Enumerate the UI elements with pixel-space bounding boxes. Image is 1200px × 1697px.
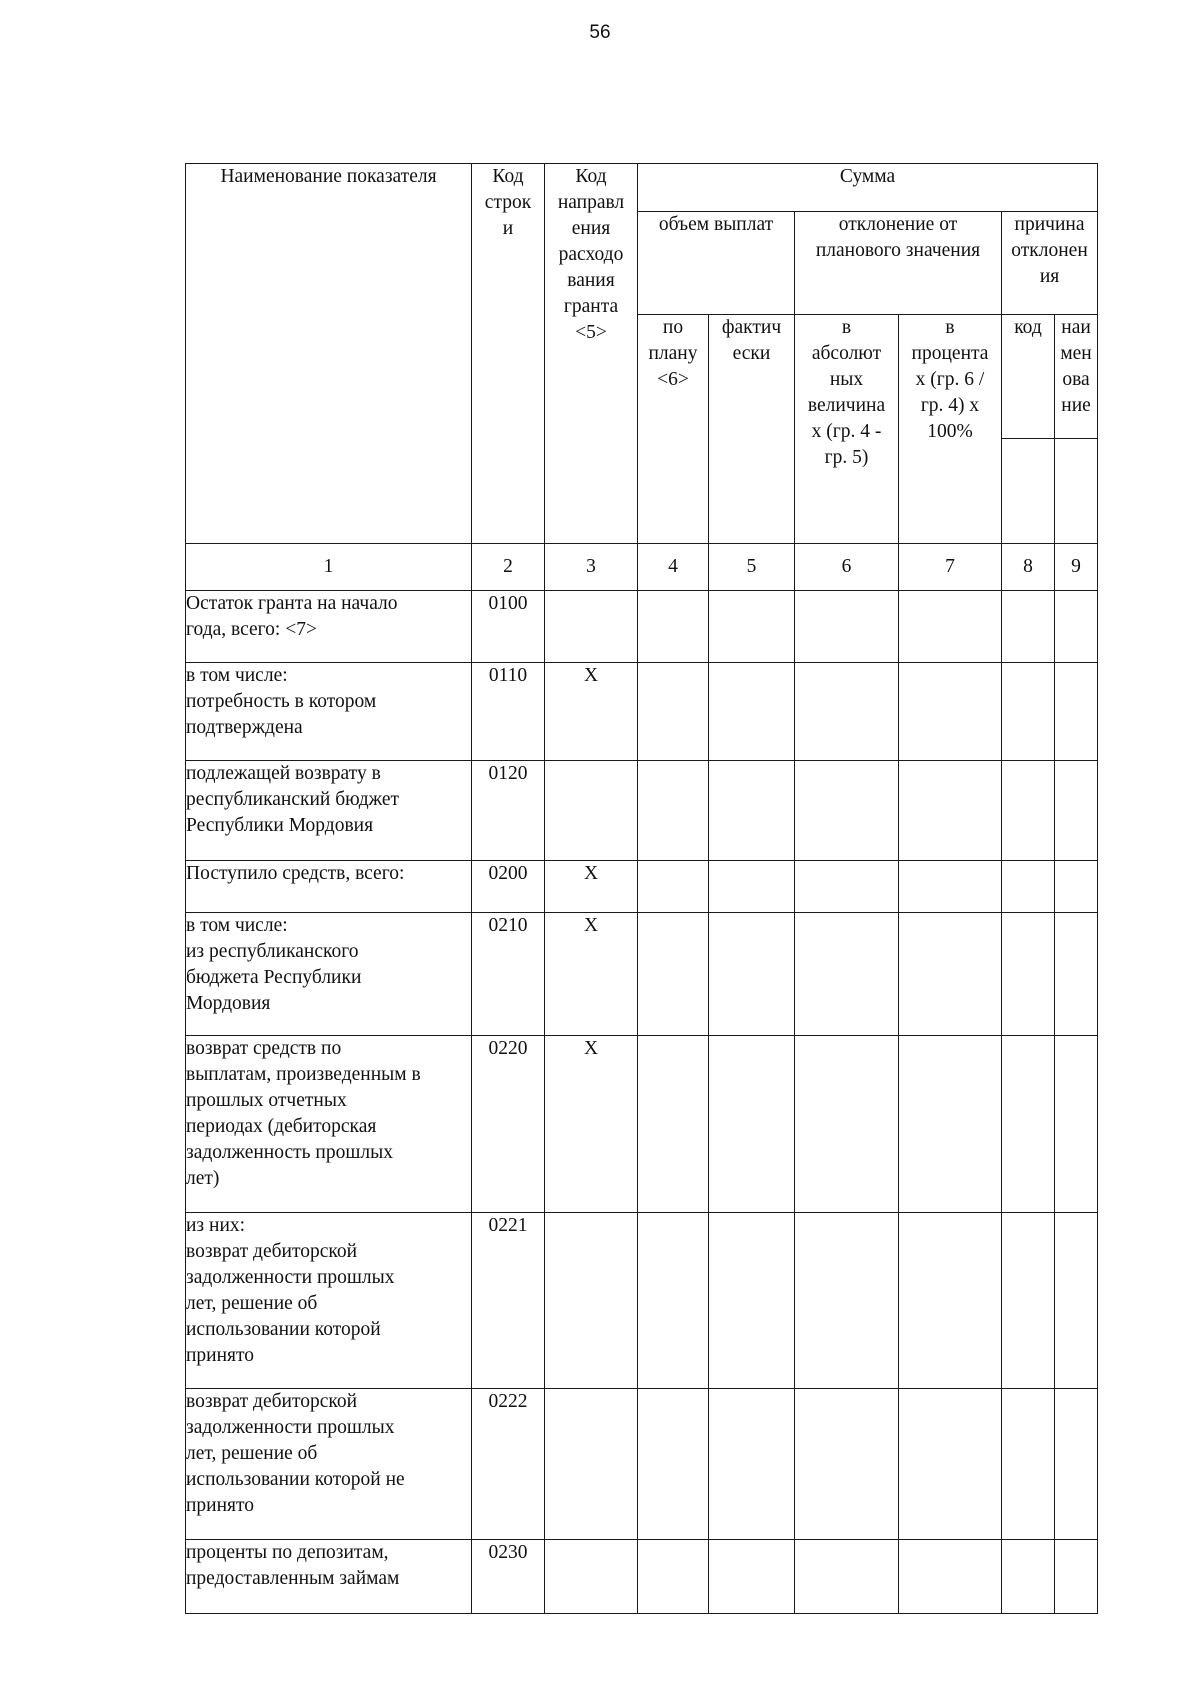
value-cell [638,591,709,663]
value-cell [899,591,1002,663]
value-cell [1002,761,1055,861]
value-cell [795,913,899,1036]
value-cell [709,1213,795,1389]
value-cell [638,1389,709,1540]
column-number: 5 [709,544,795,591]
header-sum: Сумма [638,164,1098,212]
value-cell [709,1540,795,1614]
column-number: 6 [795,544,899,591]
value-cell [1002,591,1055,663]
value-cell [795,1540,899,1614]
row-name: в том числе: потребность в котором подтверждена [186,663,472,761]
row-direction [545,1213,638,1389]
row-code: 0100 [472,591,545,663]
row-code: 0120 [472,761,545,861]
value-cell [709,761,795,861]
value-cell [709,913,795,1036]
row-name: Поступило средств, всего: [186,861,472,913]
row-name: возврат средств по выплатам, произведенным в прошлых отчетных периодах (дебиторская задолженность прошлых лет) [186,1036,472,1213]
row-name: в том числе: из республиканского бюджета Республики Мордовия [186,913,472,1036]
table-row [186,1389,1098,1540]
row-direction [545,591,638,663]
value-cell [795,1213,899,1389]
value-cell [899,861,1002,913]
value-cell [638,663,709,761]
value-cell [1002,1036,1055,1213]
value-cell [899,761,1002,861]
value-cell [1055,1389,1098,1540]
value-cell [1055,1036,1098,1213]
row-direction [545,1389,638,1540]
value-cell [1055,591,1098,663]
row-direction [545,1540,638,1614]
column-number: 4 [638,544,709,591]
value-cell [709,663,795,761]
value-cell [638,761,709,861]
value-cell [1055,913,1098,1036]
value-cell [1002,1540,1055,1614]
row-code: 0220 [472,1036,545,1213]
value-cell [795,663,899,761]
row-name: подлежащей возврату в республиканский бюджет Республики Мордовия [186,761,472,861]
header-reason: причина отклонен ия [1002,212,1098,315]
value-cell [899,913,1002,1036]
table-row [186,591,1098,663]
header-absolute: в абсолют ных величина х (гр. 4 - гр. 5) [795,315,899,544]
value-cell [1055,761,1098,861]
row-code: 0110 [472,663,545,761]
column-number: 7 [899,544,1002,591]
header-blank-cell [1055,439,1098,544]
value-cell [899,1213,1002,1389]
value-cell [1002,861,1055,913]
row-name: из них: возврат дебиторской задолженности прошлых лет, решение об использовании которой принято [186,1213,472,1389]
value-cell [795,1389,899,1540]
table-row [186,761,1098,861]
row-code: 0222 [472,1389,545,1540]
value-cell [638,1540,709,1614]
header-actual: фактич ески [709,315,795,544]
value-cell [1055,663,1098,761]
value-cell [1055,1213,1098,1389]
header-blank-cell [1002,439,1055,544]
row-direction: X [545,663,638,761]
value-cell [709,861,795,913]
row-name: проценты по депозитам, предоставленным займам [186,1540,472,1614]
value-cell [795,591,899,663]
header-name: Наименование показателя [186,164,472,544]
table-row [186,913,1098,1036]
column-number: 2 [472,544,545,591]
table-row [186,1213,1098,1389]
table-row [186,663,1098,761]
value-cell [795,861,899,913]
value-cell [638,1213,709,1389]
row-code: 0210 [472,913,545,1036]
column-number: 3 [545,544,638,591]
value-cell [1002,1213,1055,1389]
header-direction-code: Код направл ения расходо вания гранта <5> [545,164,638,544]
column-number: 1 [186,544,472,591]
row-direction: X [545,1036,638,1213]
header-plan: по плану <6> [638,315,709,544]
value-cell [709,591,795,663]
row-name: возврат дебиторской задолженности прошлых лет, решение об использовании которой не принято [186,1389,472,1540]
table-row [186,1036,1098,1213]
value-cell [1002,663,1055,761]
header-reason-name: наи мен ова ние [1055,315,1098,439]
row-name: Остаток гранта на начало года, всего: <7> [186,591,472,663]
grant-report-table [185,163,1098,1614]
value-cell [638,913,709,1036]
value-cell [899,1540,1002,1614]
header-line-code: Код строк и [472,164,545,544]
row-direction: X [545,913,638,1036]
value-cell [709,1389,795,1540]
value-cell [1055,861,1098,913]
value-cell [638,861,709,913]
value-cell [1002,1389,1055,1540]
column-number: 9 [1055,544,1098,591]
row-code: 0221 [472,1213,545,1389]
column-numbers-row [186,544,1098,591]
header-deviation: отклонение от планового значения [795,212,1002,315]
row-direction [545,761,638,861]
table-row [186,1540,1098,1614]
page-number: 56 [589,22,611,43]
value-cell [638,1036,709,1213]
header-percent: в процента х (гр. 6 / гр. 4) х 100% [899,315,1002,544]
row-direction: X [545,861,638,913]
value-cell [899,663,1002,761]
value-cell [709,1036,795,1213]
row-code: 0200 [472,861,545,913]
column-number: 8 [1002,544,1055,591]
value-cell [795,761,899,861]
value-cell [899,1389,1002,1540]
value-cell [1002,913,1055,1036]
header-reason-code: код [1002,315,1055,439]
value-cell [899,1036,1002,1213]
value-cell [795,1036,899,1213]
row-code: 0230 [472,1540,545,1614]
header-payment-volume: объем выплат [638,212,795,315]
table-row [186,861,1098,913]
value-cell [1055,1540,1098,1614]
